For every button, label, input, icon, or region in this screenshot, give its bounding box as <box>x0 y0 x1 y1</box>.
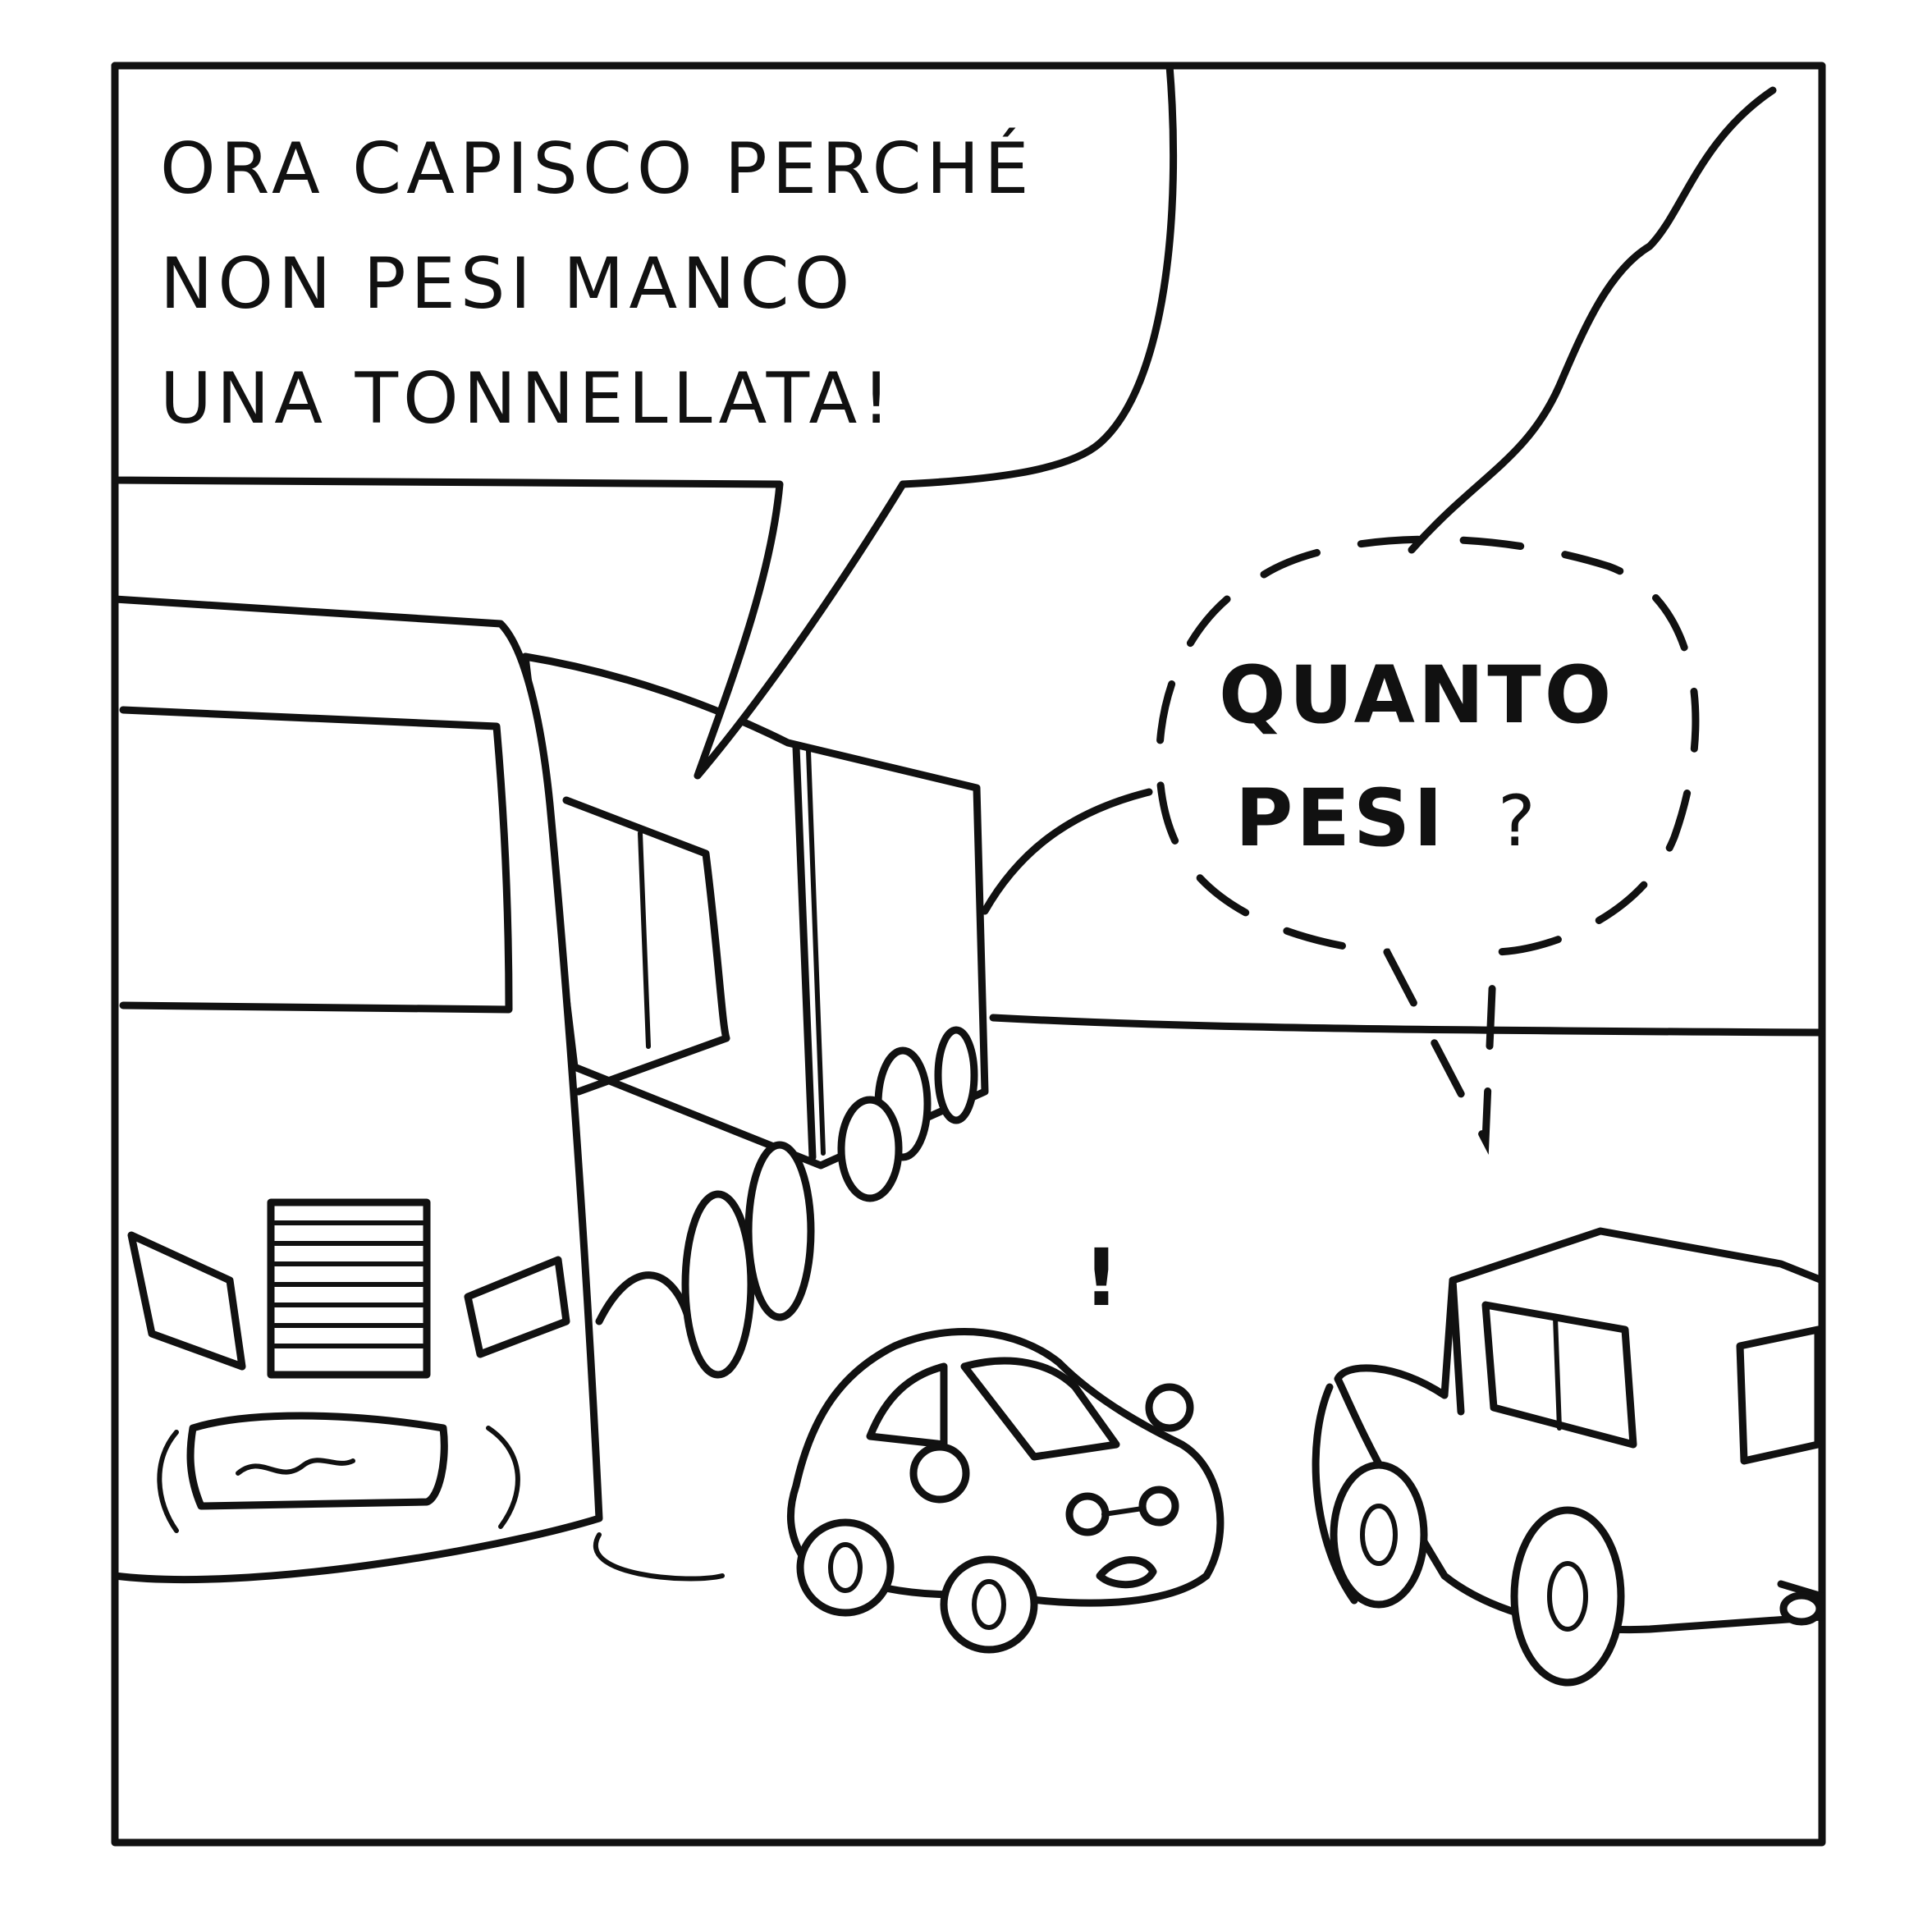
trailer-connector <box>985 792 1149 911</box>
thought-bubble <box>1160 90 1773 1141</box>
truck-fender <box>599 1275 689 1321</box>
vintage-car-front-wheel <box>1514 1510 1621 1682</box>
small-car-front-wheel <box>944 1559 1034 1650</box>
speech-line-1: ORA CAPISCO PERCHÉ <box>160 128 1034 210</box>
small-car-right-eye <box>1142 1490 1175 1522</box>
speech-line-2: NON PESI MANCO <box>160 243 855 325</box>
small-car-mirror <box>913 1447 966 1499</box>
horizon-line <box>993 1018 1822 1032</box>
truck-front-wheel <box>685 1194 751 1375</box>
small-car <box>790 1232 1220 1650</box>
truck-rear-wheel <box>749 1145 811 1317</box>
exclamation-mark: ! <box>1083 1232 1123 1324</box>
small-car-left-eye <box>1069 1496 1106 1532</box>
thought-question-mark: ? <box>1498 781 1541 863</box>
small-car-rear-wheel <box>800 1522 890 1613</box>
truck-cab <box>115 599 599 1580</box>
thought-line-2: PESI <box>1235 772 1446 864</box>
thought-tail-line <box>1412 90 1773 550</box>
vintage-car <box>1316 1231 1822 1682</box>
speech-line-3: UNA TONNELLATA! <box>160 358 895 440</box>
thought-line-1: QUANTO <box>1219 649 1615 741</box>
vintage-car-rear-wheel <box>1334 1465 1424 1605</box>
small-car-side-light <box>1149 1387 1190 1428</box>
